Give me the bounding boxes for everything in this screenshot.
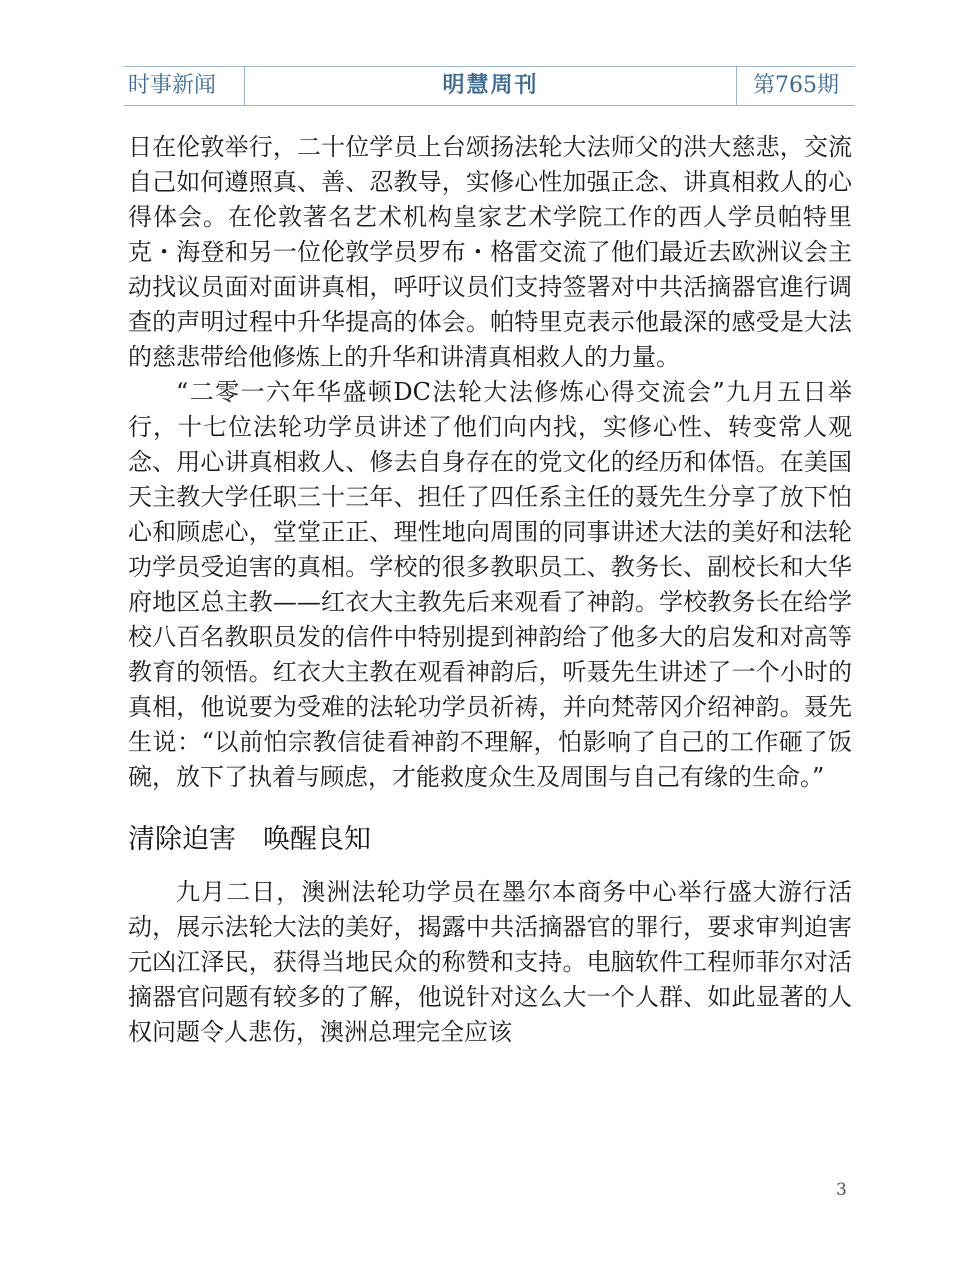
- header-bottom-rule: [124, 105, 855, 106]
- article-body: [128, 130, 852, 1050]
- page-header: [124, 66, 855, 106]
- paragraph-australia: 九月二日，澳洲法轮功学员在墨尔本商务中心举行盛大游行活动，展示法轮大法的美好，揭露中共活摘器官的罪行，要求审判迫害元凶江泽民，获得当地民众的称赞和支持。电脑软件工程师菲尔对活摘器官问题有较多的了解，他说针对这么大一个人群、如此显著的人权问题令人悲伤，澳洲总理完全应该: [128, 878, 852, 1046]
- paragraph-london: 日在伦敦举行，二十位学员上台颂扬法轮大法师父的洪大慈悲，交流自己如何遵照真、善、忍教导，实修心性加强正念、讲真相救人的心得体会。在伦敦著名艺术机构皇家艺术学院工作的西人学员帕特里克・海登和另一位伦敦学员罗布・格雷交流了他们最近去欧洲议会主动找议员面对面讲真相，呼吁议员们支持签署对中共活摘器官進行调查的声明过程中升华提高的体会。帕特里克表示他最深的感受是大法的慈悲带给他修炼上的升华和讲清真相救人的力量。: [128, 133, 852, 371]
- section-heading: 清除迫害 唤醒良知: [128, 824, 371, 855]
- issue-number: 第765期: [753, 73, 839, 98]
- paragraph-washington: “二零一六年华盛顿DC法轮大法修炼心得交流会”九月五日举行，十七位法轮功学员讲述了他们向内找，实修心性、转变常人观念、用心讲真相救人、修去自身存在的党文化的经历和体悟。在美国天主教大学任职三十三年、担任了四任系主任的聂先生分享了放下怕心和顾虑心，堂堂正正、理性地向周围的同事讲述大法的美好和法轮功学员受迫害的真相。学校的很多教职员工、教务长、副校长和大华府地区总主教——红衣大主教先后来观看了神韵。学校教务长在给学校八百名教职员发的信件中特别提到神韵给了他多大的启发和对高等教育的领悟。红衣大主教在观看神韵后，听聂先生讲述了一个小时的真相，他说要为受难的法轮功学员祈祷，并向梵蒂冈介绍神韵。聂先生说：“以前怕宗教信徒看神韵不理解，怕影响了自己的工作砸了饭碗，放下了执着与顾虑，才能救度众生及周围与自己有缘的生命。”: [128, 378, 852, 791]
- header-top-rule: [124, 66, 855, 67]
- page-number: 3: [836, 1180, 847, 1200]
- publication-title: 明慧周刊: [442, 73, 539, 98]
- section-label: 时事新闻: [128, 73, 217, 98]
